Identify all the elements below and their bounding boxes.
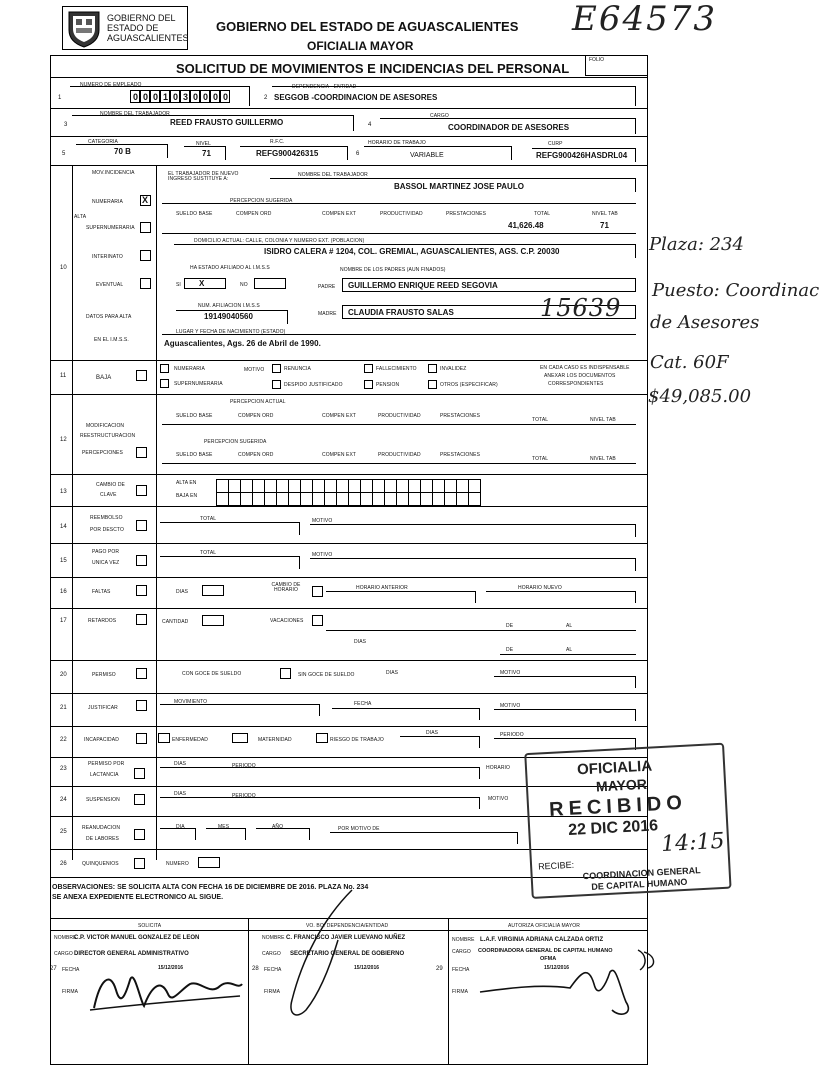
motivo-label: MOTIVO bbox=[500, 670, 521, 676]
curp-label: CURP bbox=[548, 141, 563, 147]
signer-position: SECRETARIO GENERAL DE GOBIERNO bbox=[290, 951, 405, 957]
baja-numeraria-label: NUMERARIA bbox=[174, 366, 205, 372]
imss-number-label: NUM. AFILIACION I.M.S.S bbox=[198, 303, 260, 309]
alta-numeraria-label: NUMERARIA bbox=[92, 199, 123, 205]
row-number: 2 bbox=[264, 95, 268, 101]
employee-digit: 0 bbox=[133, 92, 139, 102]
schedule-value: VARIABLE bbox=[410, 152, 444, 159]
maternidad-checkbox[interactable] bbox=[232, 733, 248, 743]
vacaciones-label: VACACIONES bbox=[270, 618, 304, 624]
folio-label: FOLIO bbox=[589, 57, 605, 63]
numero-label: NUMERO bbox=[166, 861, 189, 867]
incapacidad-label: INCAPACIDAD bbox=[84, 737, 119, 743]
baja-checkbox[interactable] bbox=[136, 370, 147, 381]
clave-cell bbox=[468, 479, 481, 493]
cambio-clave-label: CLAVE bbox=[100, 492, 117, 498]
clave-cell bbox=[468, 492, 481, 506]
row-number: 21 bbox=[60, 705, 67, 711]
horario-anterior-label: HORARIO ANTERIOR bbox=[356, 585, 408, 591]
mes-label: MES bbox=[218, 824, 230, 830]
header-office: OFICIALIA MAYOR bbox=[307, 39, 414, 53]
state-logo bbox=[62, 6, 188, 50]
row-number: 17 bbox=[60, 618, 67, 624]
signature-1 bbox=[80, 960, 250, 1020]
horario-label: HORARIO bbox=[486, 765, 511, 771]
reanudacion-checkbox[interactable] bbox=[134, 829, 145, 840]
actual-label: PERCEPCION ACTUAL bbox=[230, 399, 286, 405]
stamp-recibe: RECIBE: bbox=[537, 859, 575, 872]
row-number: 4 bbox=[368, 122, 372, 128]
category-label: CATEGORIA bbox=[88, 139, 118, 145]
position-label: CARGO bbox=[430, 113, 449, 119]
otros-checkbox[interactable] bbox=[428, 380, 437, 389]
permiso-checkbox[interactable] bbox=[136, 668, 147, 679]
horario-nuevo-label: HORARIO NUEVO bbox=[518, 585, 562, 591]
de-label: DE bbox=[506, 623, 514, 629]
quinquenios-checkbox[interactable] bbox=[134, 858, 145, 869]
imss-number-value: 19149040560 bbox=[204, 312, 253, 321]
renuncia-checkbox[interactable] bbox=[272, 364, 281, 373]
row-number: 11 bbox=[60, 373, 67, 379]
eventual-label: EVENTUAL bbox=[96, 282, 124, 288]
side-note-asesores: de Asesores bbox=[650, 312, 760, 333]
compen-ext-label: COMPEN EXT bbox=[322, 413, 357, 419]
rfc-label: R.F.C. bbox=[270, 139, 285, 145]
fallecimiento-checkbox[interactable] bbox=[364, 364, 373, 373]
row-number: 6 bbox=[356, 151, 360, 157]
row-number: 20 bbox=[60, 672, 67, 678]
cambio-clave-checkbox[interactable] bbox=[136, 485, 147, 496]
schedule-label: HORARIO DE TRABAJO bbox=[368, 140, 426, 146]
curp-value: REFG900426HASDRL04 bbox=[536, 151, 628, 160]
stamp-text: DE CAPITAL HUMANO bbox=[591, 876, 688, 892]
percepciones-label: PERCEPCIONES bbox=[82, 450, 123, 456]
mother-label: MADRE bbox=[318, 311, 337, 317]
employee-number-label: NUMERO DE EMPLEADO bbox=[80, 82, 142, 88]
al-label: AL bbox=[566, 623, 573, 629]
dia-label: DIA bbox=[176, 824, 185, 830]
employee-digit: 0 bbox=[143, 92, 149, 102]
fecha-label: FECHA bbox=[452, 967, 470, 973]
signer-position: DIRECTOR GENERAL ADMINISTRATIVO bbox=[74, 951, 189, 957]
nivel-tab-label: NIVEL TAB bbox=[590, 417, 616, 423]
dias-label: DIAS bbox=[176, 589, 189, 595]
total-label: TOTAL bbox=[532, 417, 549, 423]
parents-label: NOMBRE DE LOS PADRES (AUN FINADOS) bbox=[340, 267, 446, 273]
periodo-label: PERIODO bbox=[500, 732, 524, 738]
dependency-value: SEGGOB -COORDINACION DE ASESORES bbox=[274, 93, 438, 102]
dias-label: DIAS bbox=[174, 791, 187, 797]
productividad-label: PRODUCTIVIDAD bbox=[380, 211, 423, 217]
address-value: ISIDRO CALERA # 1204, COL. GREMIAL, AGUASCALIENTES, AGS. C.P. 20030 bbox=[264, 247, 560, 256]
retardos-label: RETARDOS bbox=[88, 618, 117, 624]
employee-digit: 0 bbox=[153, 92, 159, 102]
vacaciones-checkbox[interactable] bbox=[312, 615, 323, 626]
si-label: SI bbox=[176, 282, 181, 288]
dias-label: DIAS bbox=[174, 761, 187, 767]
signer-position: COORDINADORA GENERAL DE CAPITAL HUMANO bbox=[478, 948, 613, 954]
baja-note: ANEXAR LOS DOCUMENTOS bbox=[544, 373, 616, 379]
en-imss-label: EN EL I.M.S.S. bbox=[94, 337, 129, 343]
baja-label: BAJA bbox=[96, 375, 112, 381]
nombre-label: NOMBRE bbox=[54, 935, 77, 941]
sueldo-base-label: SUELDO BASE bbox=[176, 413, 213, 419]
compen-ord-label: COMPEN ORD bbox=[236, 211, 272, 217]
address-label: DOMICILIO ACTUAL: CALLE, COLONIA Y NUMERO EXT. (POBLACION) bbox=[194, 238, 365, 244]
periodo-label: PERIODO bbox=[232, 763, 256, 769]
cargo-label: CARGO bbox=[262, 951, 281, 957]
motivo-label: MOTIVO bbox=[312, 552, 333, 558]
total-label: TOTAL bbox=[200, 550, 217, 556]
total-label: TOTAL bbox=[200, 516, 217, 522]
baja-en-label: BAJA EN bbox=[176, 493, 198, 499]
form-title: SOLICITUD DE MOVIMIENTOS E INCIDENCIAS DEL PERSONAL bbox=[176, 61, 570, 76]
cargo-label: CARGO bbox=[54, 951, 73, 957]
perception-label: PERCEPCION SUGERIDA bbox=[230, 198, 293, 204]
stamp-text: OFICIALIA bbox=[576, 757, 653, 779]
compen-ext-label: COMPEN EXT bbox=[322, 211, 357, 217]
folio-handwritten: E64573 bbox=[572, 0, 717, 39]
row-number: 24 bbox=[60, 797, 67, 803]
invalidez-checkbox[interactable] bbox=[428, 364, 437, 373]
alta-supernumeraria-label: SUPERNUMERARIA bbox=[86, 225, 135, 231]
total-value: 41,626.48 bbox=[508, 221, 544, 230]
coat-of-arms-icon bbox=[65, 8, 103, 48]
alta-en-label: ALTA EN bbox=[176, 480, 197, 486]
compen-ord-label: COMPEN ORD bbox=[238, 413, 274, 419]
cantidad-label: CANTIDAD bbox=[162, 619, 189, 625]
rfc-value: REFG900426315 bbox=[256, 149, 319, 158]
percepciones-checkbox[interactable] bbox=[136, 447, 147, 458]
pago-unico-label: UNICA VEZ bbox=[92, 560, 120, 566]
worker-name-value: REED FRAUSTO GUILLERMO bbox=[170, 118, 284, 127]
sueldo-base-label: SUELDO BASE bbox=[176, 211, 213, 217]
sign-col-title: SOLICITA bbox=[138, 923, 162, 929]
checkbox-mark: X bbox=[199, 279, 205, 288]
nivel-tab-label: NIVEL TAB bbox=[590, 456, 616, 462]
alta-supernumeraria-checkbox[interactable] bbox=[140, 222, 151, 233]
position-value: COORDINADOR DE ASESORES bbox=[448, 123, 570, 132]
motivo-label: MOTIVO bbox=[488, 796, 509, 802]
row-number: 1 bbox=[58, 95, 62, 101]
renuncia-label: RENUNCIA bbox=[284, 366, 311, 372]
enfermedad-checkbox[interactable] bbox=[158, 733, 170, 743]
sign-date: 15/12/2016 bbox=[158, 965, 184, 971]
dependency-label: DEPENDENCIA - ENTIDAD bbox=[292, 84, 357, 90]
signer-name: C. FRANCISCO JAVIER LUEVANO NUÑEZ bbox=[286, 935, 406, 941]
con-goce-label: CON GOCE DE SUELDO bbox=[182, 671, 242, 677]
productividad-label: PRODUCTIVIDAD bbox=[378, 452, 421, 458]
row-number: 28 bbox=[252, 966, 259, 972]
incapacidad-checkbox[interactable] bbox=[136, 733, 147, 744]
interinato-label: INTERINATO bbox=[92, 254, 123, 260]
reembolso-checkbox[interactable] bbox=[136, 520, 147, 531]
dias-label: DIAS bbox=[426, 730, 439, 736]
row-number: 26 bbox=[60, 861, 67, 867]
observations-line: SE ANEXA EXPEDIENTE ELECTRONICO AL SIGUE. bbox=[52, 894, 224, 901]
stamp-text: RECIBIDO bbox=[548, 791, 688, 821]
birth-value: Aguascalientes, Ags. 26 de Abril de 1990. bbox=[164, 339, 321, 348]
side-note-puesto: Puesto: Coordinac bbox=[652, 280, 819, 301]
reembolso-label: REEMBOLSO bbox=[90, 515, 123, 521]
modificacion-label: MODIFICACION bbox=[86, 423, 125, 429]
new-worker-label: EL TRABAJADOR DE NUEVO INGRESO SUSTITUYE A: bbox=[168, 171, 239, 182]
otros-label: OTROS (ESPECIFICAR) bbox=[440, 382, 498, 388]
pago-unico-label: PAGO POR bbox=[92, 549, 120, 555]
row-number: 29 bbox=[436, 966, 443, 972]
employee-digit: 0 bbox=[223, 92, 229, 102]
retardos-checkbox[interactable] bbox=[136, 614, 147, 625]
birth-label: LUGAR Y FECHA DE NACIMIENTO (ESTADO) bbox=[176, 329, 286, 335]
side-note-plaza: Plaza: 234 bbox=[649, 234, 744, 255]
motivo-label: MOTIVO bbox=[500, 703, 521, 709]
baja-note: CORRESPONDIENTES bbox=[548, 381, 604, 387]
cambio-horario-label: CAMBIO DE HORARIO bbox=[271, 582, 301, 593]
nombre-label: NOMBRE bbox=[262, 935, 285, 941]
fallecimiento-label: FALLECIMIENTO bbox=[376, 366, 417, 372]
signer-name: L.A.F. VIRGINIA ADRIANA CALZADA ORTIZ bbox=[480, 937, 604, 943]
despido-label: DESPIDO JUSTIFICADO bbox=[284, 382, 343, 388]
reception-stamp bbox=[516, 743, 734, 904]
baja-motivo-label: MOTIVO bbox=[244, 367, 265, 373]
stamp-text: MAYOR bbox=[595, 775, 648, 795]
periodo-label: PERIODO bbox=[232, 793, 256, 799]
row-number: 22 bbox=[60, 737, 67, 743]
sueldo-base-label: SUELDO BASE bbox=[176, 452, 213, 458]
fecha-label: FECHA bbox=[264, 967, 282, 973]
sugerida-label: PERCEPCION SUGERIDA bbox=[204, 439, 267, 445]
permiso-label: PERMISO bbox=[92, 672, 116, 678]
de-label: DE bbox=[506, 647, 514, 653]
justificar-label: JUSTIFICAR bbox=[88, 705, 118, 711]
faltas-checkbox[interactable] bbox=[136, 585, 147, 596]
enfermedad-label: ENFERMEDAD bbox=[172, 737, 209, 743]
dias-label: DIAS bbox=[386, 670, 399, 676]
sign-date: 15/12/2016 bbox=[544, 965, 570, 971]
row-number: 27 bbox=[50, 966, 57, 972]
signer-name: C.P. VICTOR MANUEL GONZALEZ DE LEON bbox=[74, 935, 200, 941]
employee-digit: 1 bbox=[163, 92, 169, 102]
despido-checkbox[interactable] bbox=[272, 380, 281, 389]
sin-goce-label: SIN GOCE DE SUELDO bbox=[298, 672, 355, 678]
employee-digit: 0 bbox=[173, 92, 179, 102]
si-box[interactable] bbox=[184, 278, 226, 289]
level-value: 71 bbox=[202, 149, 211, 158]
faltas-label: FALTAS bbox=[92, 589, 111, 595]
nivel-tab-label: NIVEL TAB bbox=[592, 211, 618, 217]
employee-digit: 0 bbox=[203, 92, 209, 102]
compen-ext-label: COMPEN EXT bbox=[322, 452, 357, 458]
new-worker-name-label: NOMBRE DEL TRABAJADOR bbox=[298, 172, 368, 178]
firma-label: FIRMA bbox=[452, 989, 469, 995]
justificar-checkbox[interactable] bbox=[136, 700, 147, 711]
interinato-checkbox[interactable] bbox=[140, 250, 151, 261]
employee-digit: 0 bbox=[193, 92, 199, 102]
total-label: TOTAL bbox=[534, 211, 551, 217]
worker-name-label: NOMBRE DEL TRABAJADOR bbox=[100, 111, 170, 117]
no-box[interactable] bbox=[254, 278, 286, 289]
stamp-date: 22 DIC 2016 bbox=[567, 817, 659, 839]
invalidez-label: INVALIDEZ bbox=[440, 366, 467, 372]
signature-3 bbox=[470, 944, 660, 1024]
reanudacion-label: DE LABORES bbox=[86, 836, 119, 842]
imss-question: HA ESTADO AFILIADO AL I.M.S.S bbox=[190, 265, 270, 271]
logo-line3: AGUASCALIENTES bbox=[107, 33, 189, 43]
reestructuracion-label: REESTRUCTURACION bbox=[80, 433, 136, 439]
total-label: TOTAL bbox=[532, 456, 549, 462]
compen-ord-label: COMPEN ORD bbox=[238, 452, 274, 458]
logo-line1: GOBIERNO DEL bbox=[107, 13, 176, 23]
por-motivo-label: POR MOTIVO DE bbox=[338, 826, 380, 832]
checkbox-mark: X bbox=[142, 195, 149, 205]
anio-label: AÑO bbox=[272, 824, 284, 830]
row-number: 10 bbox=[60, 265, 67, 271]
row-number: 15 bbox=[60, 558, 67, 564]
riesgo-label: RIESGO DE TRABAJO bbox=[330, 737, 384, 743]
baja-supernumeraria-label: SUPERNUMERARIA bbox=[174, 381, 223, 387]
motivo-label: MOTIVO bbox=[312, 518, 333, 524]
suspension-checkbox[interactable] bbox=[134, 794, 145, 805]
alta-label: ALTA bbox=[74, 214, 87, 220]
nombre-label: NOMBRE bbox=[452, 937, 475, 943]
firma-label: FIRMA bbox=[62, 989, 79, 995]
side-note-amount: $49,085.00 bbox=[648, 386, 752, 407]
prestaciones-label: PRESTACIONES bbox=[446, 211, 487, 217]
eventual-checkbox[interactable] bbox=[140, 278, 151, 289]
lactancia-checkbox[interactable] bbox=[134, 768, 145, 779]
cambio-horario-checkbox[interactable] bbox=[312, 586, 323, 597]
al-label: AL bbox=[566, 647, 573, 653]
nivel-tab-value: 71 bbox=[600, 221, 609, 230]
pension-label: PENSION bbox=[376, 382, 400, 388]
mother-value: CLAUDIA FRAUSTO SALAS bbox=[348, 308, 454, 317]
pago-unico-checkbox[interactable] bbox=[136, 555, 147, 566]
datos-alta-label: DATOS PARA ALTA bbox=[86, 314, 132, 320]
employee-digit: 0 bbox=[213, 92, 219, 102]
lactancia-label: LACTANCIA bbox=[90, 772, 119, 778]
mov-incidencia-label: MOV.INCIDENCIA bbox=[92, 170, 135, 176]
row-number: 5 bbox=[62, 151, 66, 157]
side-note-categoria: Cat. 60F bbox=[650, 352, 729, 373]
cambio-clave-label: CAMBIO DE bbox=[96, 482, 125, 488]
no-label: NO bbox=[240, 282, 248, 288]
employee-digit: 3 bbox=[183, 92, 189, 102]
sign-date: 15/12/2016 bbox=[354, 965, 380, 971]
level-label: NIVEL bbox=[196, 141, 211, 147]
row-number: 16 bbox=[60, 589, 67, 595]
header-government: GOBIERNO DEL ESTADO DE AGUASCALIENTES bbox=[216, 19, 519, 34]
stamp-time: 14:15 bbox=[660, 828, 726, 858]
productividad-label: PRODUCTIVIDAD bbox=[378, 413, 421, 419]
baja-note: EN CADA CASO ES INDISPENSABLE bbox=[540, 365, 630, 371]
prestaciones-label: PRESTACIONES bbox=[440, 413, 481, 419]
handwritten-number: 15639 bbox=[540, 294, 622, 322]
firma-label: FIRMA bbox=[264, 989, 281, 995]
signer-position: OFMA bbox=[540, 956, 557, 962]
sign-col-title: AUTORIZA OFICIALIA MAYOR bbox=[508, 923, 580, 929]
pension-checkbox[interactable] bbox=[364, 380, 373, 389]
fecha-label: FECHA bbox=[354, 701, 372, 707]
category-value: 70 B bbox=[114, 147, 131, 156]
sign-col-title: VO. BO. DEPENDENCIA/ENTIDAD bbox=[306, 923, 389, 929]
fecha-label: FECHA bbox=[62, 967, 80, 973]
baja-supernumeraria-checkbox[interactable] bbox=[160, 379, 169, 388]
observations-line: OBSERVACIONES: SE SOLICITA ALTA CON FECHA 16 DE DICIEMBRE DE 2016. PLAZA No. 234 bbox=[52, 884, 369, 891]
baja-numeraria-checkbox[interactable] bbox=[160, 364, 169, 373]
cargo-label: CARGO bbox=[452, 949, 471, 955]
dias-label: DIAS bbox=[354, 639, 367, 645]
alta-numeraria-checkbox[interactable] bbox=[140, 195, 151, 206]
row-number: 3 bbox=[64, 122, 68, 128]
row-number: 25 bbox=[60, 829, 67, 835]
prestaciones-label: PRESTACIONES bbox=[440, 452, 481, 458]
row-number: 14 bbox=[60, 524, 67, 530]
reembolso-label: POR DESCTO bbox=[90, 527, 124, 533]
suspension-label: SUSPENSION bbox=[86, 797, 120, 803]
logo-line2: ESTADO DE bbox=[107, 23, 159, 33]
signature-2 bbox=[262, 880, 382, 1030]
maternidad-label: MATERNIDAD bbox=[258, 737, 292, 743]
lactancia-label: PERMISO POR bbox=[88, 761, 125, 767]
father-label: PADRE bbox=[318, 284, 336, 290]
father-value: GUILLERMO ENRIQUE REED SEGOVIA bbox=[348, 281, 498, 290]
reanudacion-label: REANUDACION bbox=[82, 825, 121, 831]
movimiento-label: MOVIMIENTO bbox=[174, 699, 208, 705]
new-worker-name: BASSOL MARTINEZ JOSE PAULO bbox=[394, 182, 524, 191]
row-number: 12 bbox=[60, 437, 67, 443]
stamp-text: COORDINACION GENERAL bbox=[582, 865, 701, 882]
sin-goce-checkbox[interactable] bbox=[280, 668, 291, 679]
row-number: 23 bbox=[60, 766, 67, 772]
riesgo-checkbox[interactable] bbox=[316, 733, 328, 743]
row-number: 13 bbox=[60, 489, 67, 495]
quinquenios-label: QUINQUENIOS bbox=[82, 861, 119, 867]
